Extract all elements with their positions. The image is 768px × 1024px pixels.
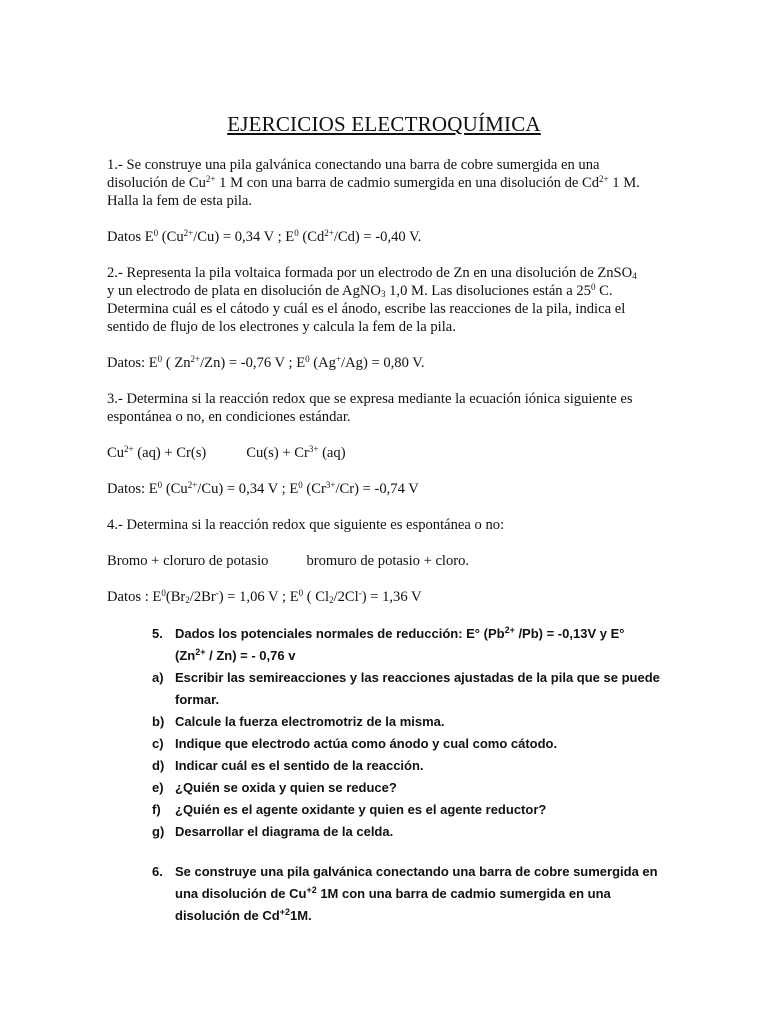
exercise-2-data: Datos: $E^0$ ( $Zn^{2+}/Zn) = -0,76$ V ; $E^0$ (Ag+/Ag) = 0,80 V. (107, 354, 425, 371)
exercise-6-number: 6. (152, 864, 163, 879)
list-item-label: b) (152, 714, 165, 729)
exercise-6-block (0, 861, 768, 927)
list-item-text: ¿Quién se oxida y quien se reduce? (175, 780, 397, 795)
exercise-2-line-2: y un electrodo de plata en disolución de AgNO$_3$ 1,0 M. Las disoluciones están a $25^0$ C. (107, 282, 613, 299)
exercise-3-line-2: espontánea o no, en condiciones estándar. (107, 409, 351, 425)
exercise-4-data: Datos : $E^0(Br_2/2Br^-) = 1,06$ V ; $E^0$ ( $Cl_2/2Cl^-) = 1,36$ V (107, 588, 422, 605)
exercise-1-line-2: disolución de $Cu^{2+}$ 1 M con una barra de cadmio sumergida en una disolución de $Cd^{2+}$ 1 M. (107, 174, 640, 191)
list-item-label: g) (152, 824, 165, 839)
exercise-2-line-3: Determina cuál es el cátodo y cuál es el ánodo, escribe las reacciones de la pila, indica el (107, 301, 626, 317)
exercise-1-line-3: Halla la fem de esta pila. (107, 193, 253, 209)
exercise-3-reaction: $Cu^{2+}$ (aq) + Cr(s) $Cu(s) + Cr^{3+}$ (aq) (107, 444, 346, 461)
exercise-6-line-1: Se construye una pila galvánica conectando una barra de cobre sumergida en (175, 864, 658, 879)
exercise-5-line-2: $(Zn^{2+} / Zn)$ = - 0,76 v (175, 647, 296, 663)
list-item-text: ¿Quién es el agente oxidante y quien es el agente reductor? (175, 802, 547, 817)
list-item-text: Calcule la fuerza electromotriz de la misma. (175, 714, 445, 729)
exercise-4-line-1: 4.- Determina si la reacción redox que siguiente es espontánea o no: (107, 517, 505, 533)
page-title: EJERCICIOS ELECTROQUÍMICA (227, 112, 541, 136)
list-item-text: Desarrollar el diagrama de la celda. (175, 824, 394, 839)
exercise-5-block (0, 623, 768, 667)
exercise-2-line-1: 2.- Representa la pila voltaica formada por un electrodo de Zn en una disolución de ZnSO$_4$ (107, 265, 637, 281)
exercise-6-line-3: disolución de $Cd^{+2}1M$. (175, 907, 312, 923)
list-item-text: Indique que electrodo actúa como ánodo y cual como cátodo. (175, 736, 558, 751)
list-item-text: Indicar cuál es el sentido de la reacción. (175, 758, 424, 773)
exercise-6-line-2: una disolución de $Cu^{+2}$ 1M con una barra de cadmio sumergida en una (175, 885, 611, 901)
exercise-5-line-1: Dados los potenciales normales de reducción: E° ($Pb^{2+}$ /Pb) = -0,13V y E° (175, 625, 625, 641)
exercise-1-data: Datos $E^0$ $(Cu^{2+}/Cu) = 0,34$ V ; $E^0$ $(Cd^{2+}/Cd) = -0,40$ V. (107, 228, 422, 245)
list-item-text: Escribir las semireacciones y las reacciones ajustadas de la pila que se puede (175, 670, 660, 685)
list-item-label: a) (152, 670, 164, 685)
exercise-3-data: Datos: $E^0$ $(Cu^{2+}/Cu) = 0,34$ V ; $E^0$ $(Cr^{3+}/Cr) = -0,74$ V (107, 480, 419, 497)
exercise-3-line-1: 3.- Determina si la reacción redox que se expresa mediante la ecuación iónica siguiente es (107, 391, 633, 407)
exercise-5-number: 5. (152, 626, 163, 641)
exercise-2-line-4: sentido de flujo de los electrones y calcula la fem de la pila. (107, 319, 456, 335)
exercise-1-line-1: 1.- Se construye una pila galvánica conectando una barra de cobre sumergida en una (107, 157, 600, 173)
list-item-text: formar. (175, 692, 220, 707)
list-item-label: e) (152, 780, 164, 795)
list-item-label: d) (152, 758, 165, 773)
exercise-4-reaction: Bromo + cloruro de potasio bromuro de potasio + cloro. (107, 553, 470, 569)
list-item-label: f) (152, 802, 161, 817)
list-item-label: c) (152, 736, 164, 751)
exercise-5-list (0, 667, 768, 847)
